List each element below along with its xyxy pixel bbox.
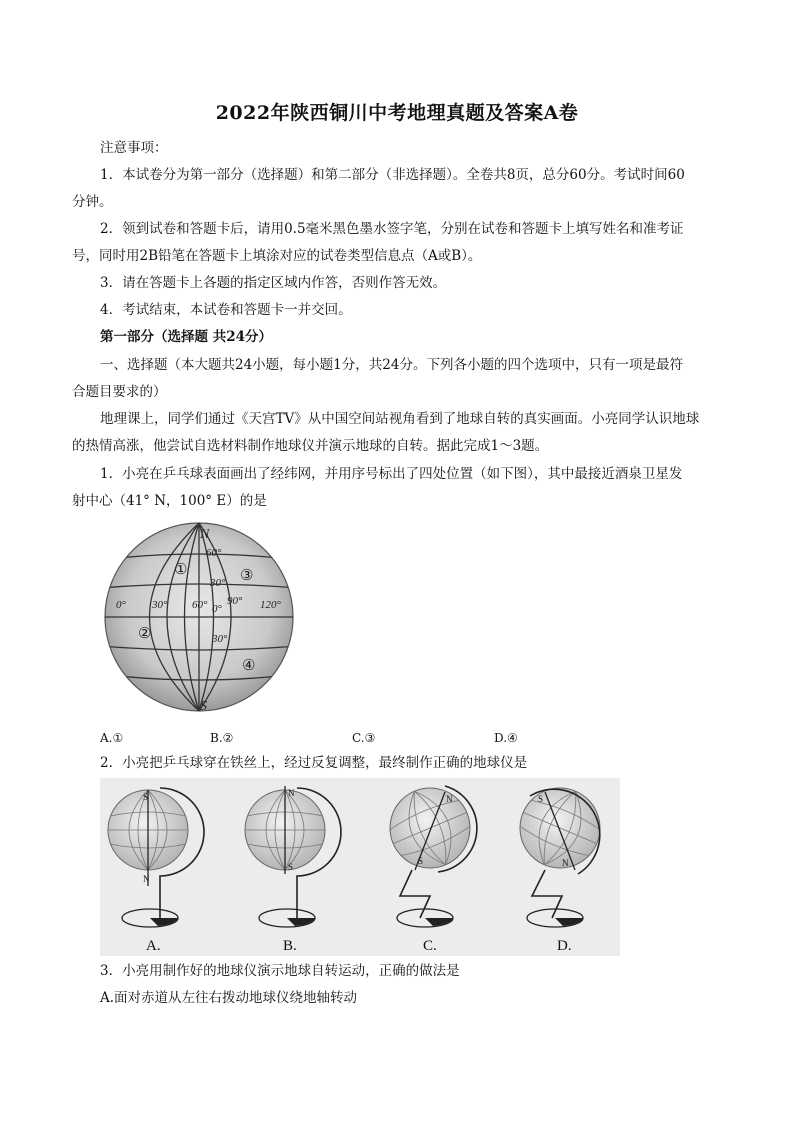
marker-1: ① [174,562,188,578]
notice-4: 4．考试结束，本试卷和答题卡一并交回。 [100,302,352,318]
section1-line-2: 合题目要求的） [72,384,167,400]
stand-label-d: D. [557,938,572,954]
marker-3: ③ [240,568,254,584]
question-3: 3．小亮用制作好的地球仪演示地球自转运动，正确的做法是 [100,963,460,979]
stand-d-pole-top: S [538,794,544,804]
lat-0-label: 0° [212,603,222,615]
notice-2-line-2: 号，同时用2B铅笔在答题卡上填涂对应的试卷类型信息点（A或B）。 [72,248,482,264]
stand-a-pole-bottom: N [143,874,150,884]
lat-30s-label: 30° [212,633,228,645]
stand-label-a: A. [146,938,161,954]
globe-stands-figure [100,778,620,956]
lon-0-label: 0° [116,599,126,611]
stand-a-pole-top: S [143,792,149,802]
lon-60-label: 60° [192,599,208,611]
question-2: 2．小亮把乒乓球穿在铁丝上，经过反复调整，最终制作正确的地球仪是 [100,755,528,771]
stand-c-pole-bottom: S [418,856,424,866]
question-1-line-1: 1．小亮在乒乓球表面画出了经纬网，并用序号标出了四处位置（如下图），其中最接近酒泉卫星发 [100,466,683,482]
notice-2-line-1: 2．领到试卷和答题卡后，请用0.5毫米黑色墨水签字笔，分别在试卷和答题卡上填写姓名和准考证 [100,221,684,237]
notice-1-line-2: 分钟。 [72,194,113,210]
stand-d-pole-bottom: N [562,858,569,868]
q1-option-b: B.② [210,731,234,745]
notice-1-line-1: 1．本试卷分为第一部分（选择题）和第二部分（非选择题）。全卷共8页，总分60分。考试时间60 [100,167,685,183]
south-label: S [200,699,207,714]
page-title: 2022年陕西铜川中考地理真题及答案A卷 [215,102,579,124]
stand-b-pole-bottom: S [288,862,294,872]
lon-120-label: 120° [260,599,281,611]
graticule-lines [100,523,298,711]
q1-option-a: A.① [100,731,124,745]
q1-option-c: C.③ [352,731,376,745]
question-1-line-2: 射中心（41° N，100° E）的是 [72,493,267,509]
part1-heading: 第一部分（选择题 共24分） [100,329,272,345]
notice-heading: 注意事项： [100,140,168,156]
graticule-globe-figure [100,518,298,716]
section1-line-1: 一、选择题（本大题共24小题，每小题1分，共24分。下列各小题的四个选项中，只有一项是最符 [100,357,683,373]
notice-3: 3．请在答题卡上各题的指定区域内作答，否则作答无效。 [100,275,447,291]
north-label: N [200,527,210,542]
intro-line-1: 地理课上，同学们通过《天宫TV》从中国空间站视角看到了地球自转的真实画面。小亮同学认识地球 [100,411,700,427]
lon-90-label: 90° [227,595,243,607]
question-3-option-a: A.面对赤道从左往右拨动地球仪绕地轴转动 [100,990,358,1006]
marker-4: ④ [242,658,256,674]
marker-2: ② [138,626,152,642]
stand-b-pole-top: N [288,788,295,798]
stand-label-c: C. [423,938,437,954]
lat-30n-label: 30° [210,577,226,589]
stand-c-pole-top: N [446,794,453,804]
intro-line-2: 的热情高涨，他尝试自选材料制作地球仪并演示地球的自转。据此完成1～3题。 [72,438,549,454]
q1-option-d: D.④ [494,731,518,745]
stand-label-b: B. [283,938,297,954]
lat-60-label: 60° [206,547,222,559]
lon-30-label: 30° [152,599,168,611]
